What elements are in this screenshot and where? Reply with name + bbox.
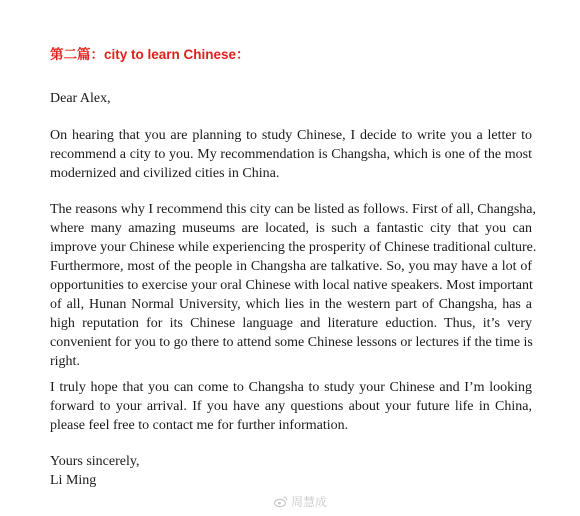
paragraph-line: opportunities to exercise your oral Chinese with local native speakers. Most important (50, 278, 533, 293)
paragraph-reasons (50, 200, 537, 371)
paragraph-line: of all, Hunan Normal University, which lies in the western part of Changsha, has a (50, 297, 532, 312)
salutation: Dear Alex, (50, 91, 111, 106)
letter-closing (50, 452, 139, 490)
paragraph-line: I truly hope that you can come to Changsha to study your Chinese and I’m looking (50, 380, 532, 395)
paragraph-line: right. (50, 354, 80, 369)
paragraph-line: where many amazing museums are located, is such a fantastic city that you can (50, 221, 532, 236)
essay-heading: 第二篇：city to learn Chinese： (50, 47, 250, 62)
valediction: Yours sincerely, (50, 454, 140, 469)
paragraph-line: Furthermore, most of the people in Changsha are talkative. So, you may have a lot of (50, 259, 532, 274)
watermark-text: 周慧成 (291, 495, 328, 509)
signature: Li Ming (50, 473, 97, 488)
weibo-icon (274, 496, 288, 507)
paragraph-line: forward to your arrival. If you have any questions about your future life in China, (50, 399, 532, 414)
paragraph-line: modernized and civilized cities in China. (50, 166, 280, 181)
paragraph-recommendation (50, 126, 532, 183)
paragraph-line: recommend a city to you. My recommendation is Changsha, which is one of the most (50, 147, 532, 162)
watermark (274, 493, 327, 510)
paragraph-line: convenient for you to go there to attend some Chinese lessons or lectures if the time is (50, 335, 533, 350)
paragraph-line: On hearing that you are planning to study Chinese, I decide to write you a letter to (50, 128, 532, 143)
paragraph-line: please feel free to contact me for further information. (50, 418, 349, 433)
paragraph-line: improve your Chinese while experiencing the prosperity of Chinese traditional culture. (50, 240, 537, 255)
paragraph-line: high reputation for its Chinese language and literature eduction. Thus, it’s very (50, 316, 532, 331)
paragraph-hope (50, 378, 532, 435)
paragraph-line: The reasons why I recommend this city can be listed as follows. First of all, Changsha, (50, 202, 537, 217)
